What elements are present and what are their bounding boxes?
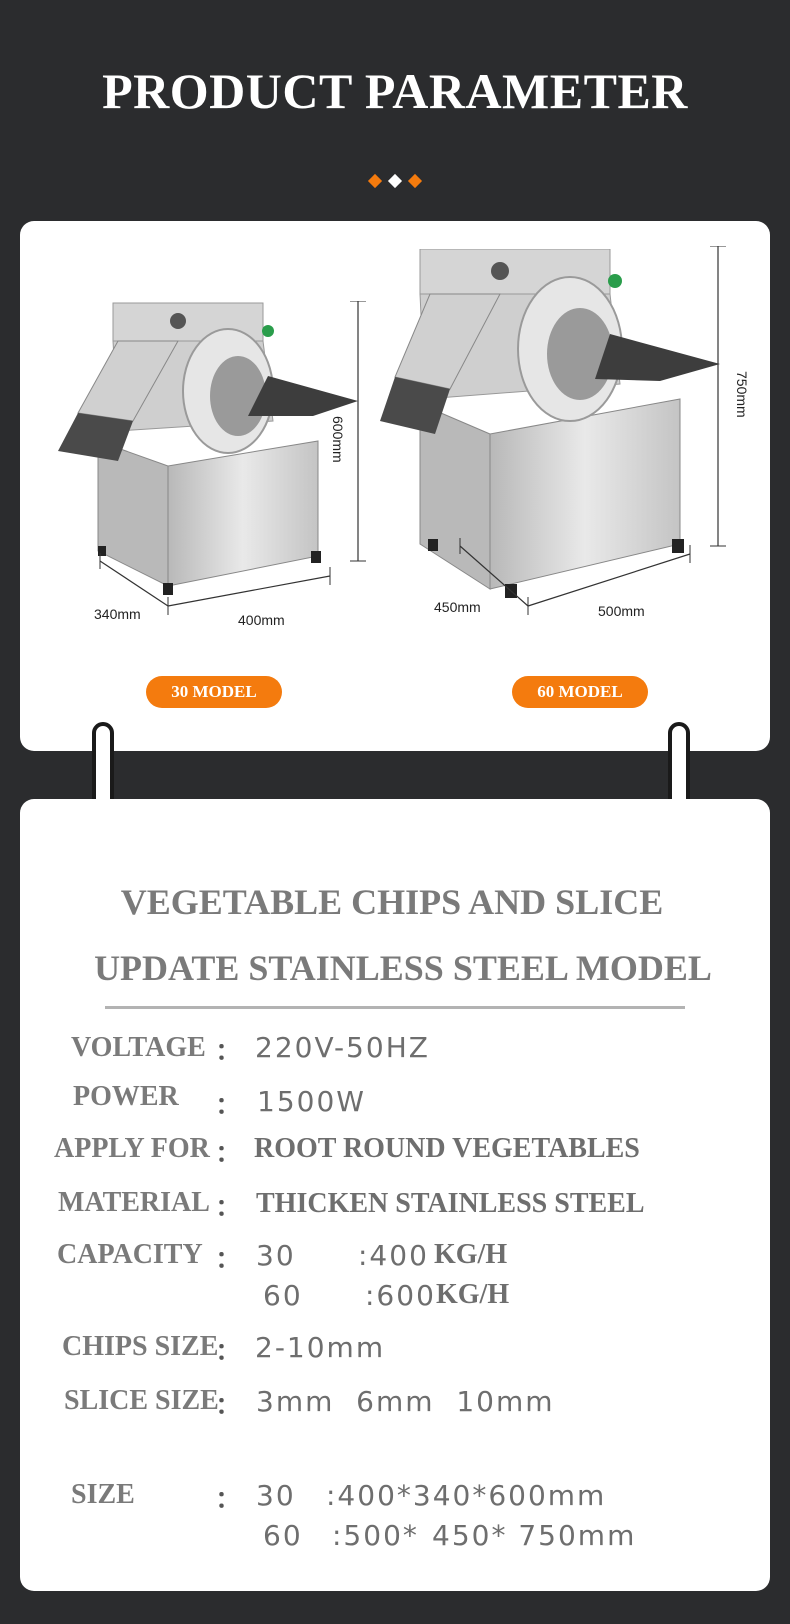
voltage-colon: ：: [215, 1035, 244, 1066]
size-value-60: :500*: [332, 1519, 419, 1552]
capacity-model-60: 60: [263, 1279, 303, 1312]
capacity-model-30: 30: [256, 1239, 296, 1272]
decorative-dots: [366, 176, 426, 190]
dim-height-30: 600mm: [330, 416, 346, 463]
voltage-label: VOLTAGE: [71, 1032, 206, 1063]
apply-for-label: APPLY FOR: [54, 1133, 210, 1164]
model-60-button[interactable]: 60 MODEL: [512, 676, 648, 708]
chips-size-colon: ：: [215, 1335, 244, 1366]
slice-size-value: 3mm 6mm 10mm: [256, 1385, 555, 1418]
voltage-value: 220V-50HZ: [255, 1031, 430, 1064]
capacity-value-30: :400: [358, 1239, 429, 1272]
models-card: [20, 221, 770, 751]
power-label: POWER: [73, 1081, 179, 1112]
title-divider: [105, 1006, 685, 1009]
model-30-button[interactable]: 30 MODEL: [146, 676, 282, 708]
material-colon: ：: [215, 1191, 244, 1222]
power-colon: ：: [215, 1089, 244, 1120]
dim-depth-30: 340mm: [94, 606, 141, 622]
slice-size-colon: ：: [215, 1389, 244, 1420]
dim-height-60: 750mm: [734, 371, 750, 418]
white-diamond-icon: [388, 174, 402, 188]
dimension-lines-30: [80, 301, 400, 641]
capacity-value-60: :600: [365, 1279, 436, 1312]
size-value-60-b: 450* 750mm: [432, 1519, 637, 1552]
apply-for-value: ROOT ROUND VEGETABLES: [254, 1133, 640, 1164]
size-label: SIZE: [71, 1479, 135, 1510]
product-title-line2: UPDATE STAINLESS STEEL MODEL: [94, 948, 712, 988]
size-model-60: 60: [263, 1519, 303, 1552]
capacity-colon: ：: [215, 1243, 244, 1274]
chips-size-label: CHIPS SIZE: [62, 1331, 219, 1362]
dim-width-30: 400mm: [238, 612, 285, 628]
dim-depth-60: 450mm: [434, 599, 481, 615]
capacity-unit-60: KG/H: [436, 1279, 510, 1310]
specs-card: [20, 799, 770, 1591]
size-colon: ：: [215, 1483, 244, 1514]
chips-size-value: 2-10mm: [255, 1331, 386, 1364]
page-title: PRODUCT PARAMETER: [102, 63, 688, 119]
product-title-line1: VEGETABLE CHIPS AND SLICE: [120, 882, 664, 922]
material-value: THICKEN STAINLESS STEEL: [256, 1188, 645, 1219]
power-value: 1500W: [257, 1085, 366, 1118]
orange-diamond-icon: [408, 174, 422, 188]
dim-width-60: 500mm: [598, 603, 645, 619]
size-value-30: :400*340*600mm: [326, 1479, 607, 1512]
dimension-lines-60: [440, 246, 760, 646]
size-model-30: 30: [256, 1479, 296, 1512]
capacity-unit-30: KG/H: [434, 1239, 508, 1270]
slice-size-label: SLICE SIZE: [64, 1385, 219, 1416]
apply-for-colon: ：: [215, 1137, 244, 1168]
orange-diamond-icon: [368, 174, 382, 188]
material-label: MATERIAL: [58, 1187, 210, 1218]
capacity-label: CAPACITY: [57, 1239, 203, 1270]
